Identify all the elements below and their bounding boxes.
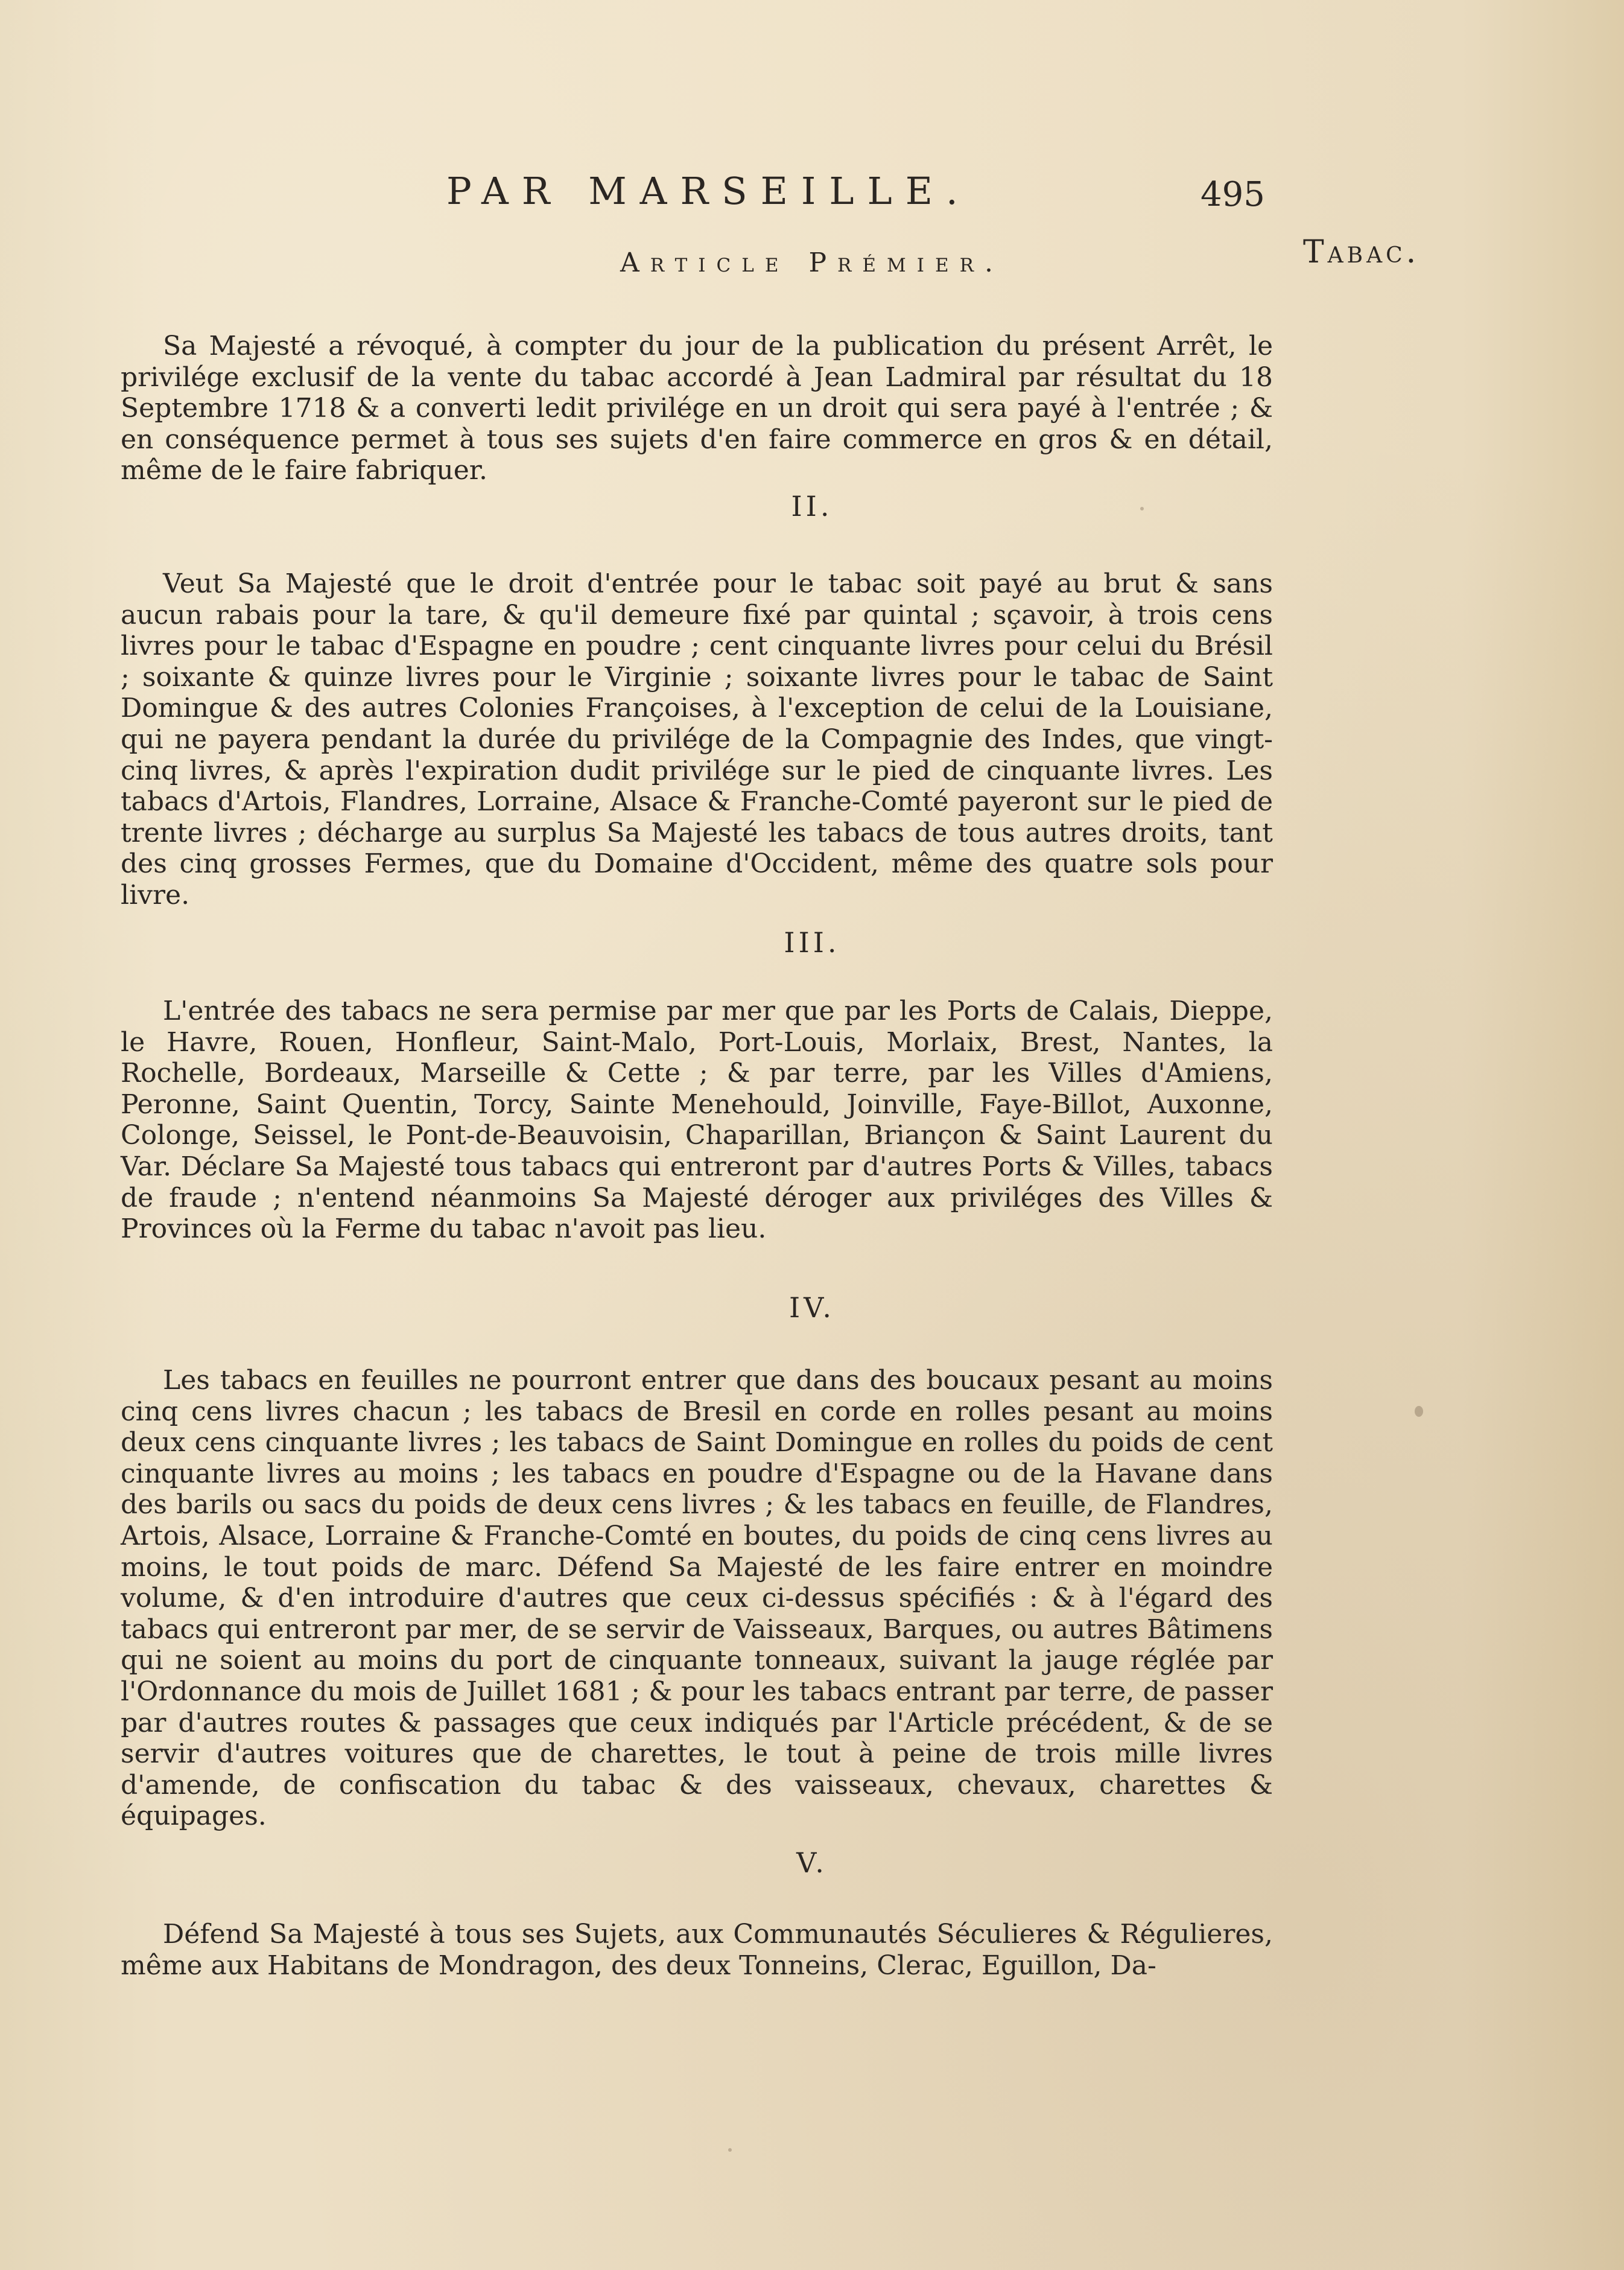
- article-3-numeral: [0, 926, 1624, 959]
- article-5-text: Défend Sa Majesté à tous ses Sujets, aux Communautés Séculieres & Régulieres, même aux Habitans de Mondragon, des deux Tonneins, Clerac, Eguillon, Da-: [121, 1919, 1273, 1981]
- article-1-text: Sa Majesté a révoqué, à compter du jour de la publication du présent Arrêt, le privilége exclusif de la vente du tabac accordé à Jean Ladmiral par résultat du 18 Septembre 1718 & a converti ledit privilége en un droit qui sera payé à l'entrée ; & en conséquence permet à tous ses sujets d'en faire commerce en gros & en détail, même de le faire fabriquer.: [121, 331, 1273, 486]
- paper-fleck: [728, 2148, 732, 2152]
- article-4: [121, 1365, 1273, 1832]
- article-2: [121, 568, 1273, 911]
- article-4-numeral-text: IV.: [789, 1291, 835, 1324]
- article-3-numeral-text: III.: [784, 926, 840, 959]
- article-5-numeral-text: V.: [796, 1846, 828, 1879]
- paper-fleck: [1140, 507, 1144, 510]
- article-2-numeral: [0, 490, 1624, 523]
- article-3: [121, 996, 1273, 1245]
- margin-note: Tabac.: [1303, 234, 1420, 270]
- article-2-numeral-text: II.: [791, 490, 833, 523]
- article-title: Article Prémier.: [620, 247, 1004, 278]
- page-number: 495: [1201, 175, 1265, 214]
- running-head: PAR MARSEILLE.: [446, 169, 971, 213]
- article-4-numeral: [0, 1291, 1624, 1324]
- article-4-text: Les tabacs en feuilles ne pourront entrer que dans des boucaux pesant au moins cinq cens livres chacun ; les tabacs de Bresil en corde en rolles pesant au moins deux cens cinquante livres ; les tabacs de Saint Domingue en rolles du poids de cent cinquante livres au moins ; les tabacs en poudre d'Espagne ou de la Havane dans des barils ou sacs du poids de deux cens livres ; & les tabacs en feuille, de Flandres, Artois, Alsace, Lorraine & Franche-Comté en boutes, du poids de cinq cens livres au moins, le tout poids de marc. Défend Sa Majesté de les faire entrer en moindre volume, & d'en introduire d'autres que ceux ci-dessus spécifiés : & à l'égard des tabacs qui entreront par mer, de se servir de Vaisseaux, Barques, ou autres Bâtimens qui ne soient au moins du port de cinquante tonneaux, suivant la jauge réglée par l'Ordonnance du mois de Juillet 1681 ; & pour les tabacs entrant par terre, de passer par d'autres routes & passages que ceux indiqués par l'Article précédent, & de se servir d'autres voitures que de charettes, le tout à peine de trois mille livres d'amende, de confiscation du tabac & des vaisseaux, chevaux, charettes & équipages.: [121, 1365, 1273, 1832]
- article-1: [121, 331, 1273, 486]
- paper-fleck: [1415, 1406, 1423, 1417]
- article-5: [121, 1919, 1273, 1981]
- article-3-text: L'entrée des tabacs ne sera permise par mer que par les Ports de Calais, Dieppe, le Havre, Rouen, Honfleur, Saint-Malo, Port-Louis, Morlaix, Brest, Nantes, la Rochelle, Bordeaux, Marseille & Cette ; & par terre, par les Villes d'Amiens, Peronne, Saint Quentin, Torcy, Sainte Menehould, Joinville, Faye-Billot, Auxonne, Colonge, Seissel, le Pont-de-Beauvoisin, Chaparillan, Briançon & Saint Laurent du Var. Déclare Sa Majesté tous tabacs qui entreront par d'autres Ports & Villes, tabacs de fraude ; n'entend néanmoins Sa Majesté déroger aux priviléges des Villes & Provinces où la Ferme du tabac n'avoit pas lieu.: [121, 996, 1273, 1245]
- article-5-numeral: [0, 1846, 1624, 1879]
- article-2-text: Veut Sa Majesté que le droit d'entrée pour le tabac soit payé au brut & sans aucun rabais pour la tare, & qu'il demeure fixé par quintal ; sçavoir, à trois cens livres pour le tabac d'Espagne en poudre ; cent cinquante livres pour celui du Brésil ; soixante & quinze livres pour le Virginie ; soixante livres pour le tabac de Saint Domingue & des autres Colonies Françoises, à l'exception de celui de la Louisiane, qui ne payera pendant la durée du privilége de la Compagnie des Indes, que vingt-cinq livres, & après l'expiration dudit privilége sur le pied de cinquante livres. Les tabacs d'Artois, Flandres, Lorraine, Alsace & Franche-Comté payeront sur le pied de trente livres ; décharge au surplus Sa Majesté les tabacs de tous autres droits, tant des cinq grosses Fermes, que du Domaine d'Occident, même des quatre sols pour livre.: [121, 568, 1273, 911]
